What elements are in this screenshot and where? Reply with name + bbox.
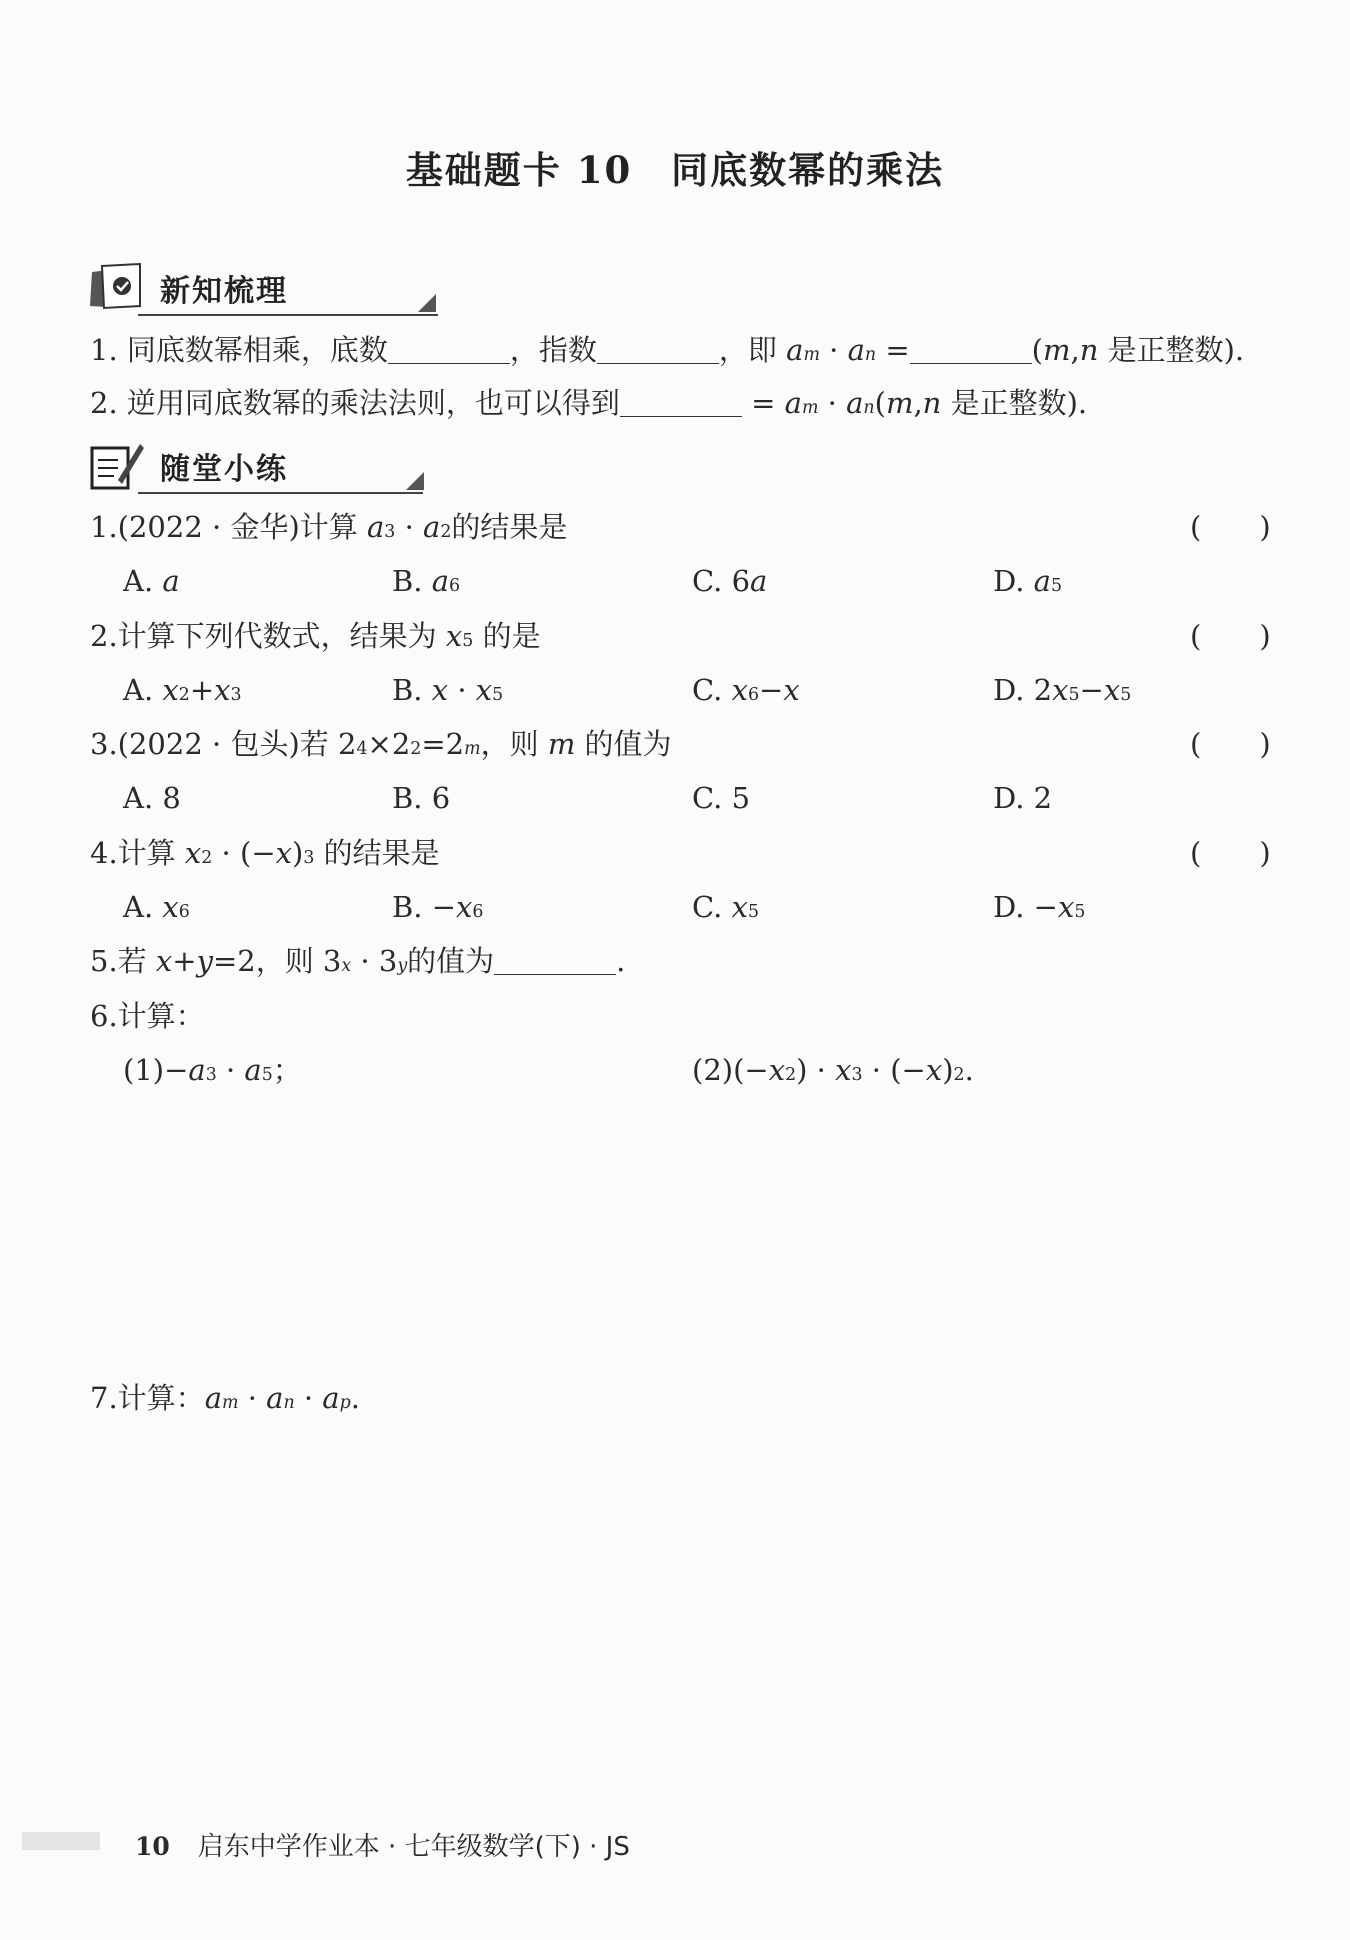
option-d[interactable]: D. $a^5$ — [993, 564, 1063, 598]
section-header-practice — [88, 440, 288, 492]
notebook-icon — [88, 262, 146, 314]
option-c[interactable]: C. $x^5$ — [692, 890, 760, 924]
question-7: 7.计算：$a^m \cdot a^n \cdot a^p$. — [90, 1381, 360, 1415]
answer-blank[interactable] — [910, 333, 1032, 364]
page-number: 10 — [135, 1832, 170, 1861]
option-d[interactable]: D. 2 — [993, 781, 1053, 815]
answer-bracket[interactable]: ( ) — [1190, 836, 1271, 870]
option-b[interactable]: B. $-x^6$ — [392, 890, 484, 924]
footer-bar — [22, 1832, 100, 1850]
page-footer — [135, 1826, 630, 1863]
answer-bracket[interactable]: ( ) — [1190, 727, 1271, 761]
section-underline — [138, 314, 438, 316]
knowledge-item-2: 2. 逆用同底数幂的乘法法则，也可以得到 = $a^m \cdot a^n(m,n$ 是正整数). — [90, 386, 1088, 420]
answer-blank[interactable] — [494, 944, 616, 975]
answer-bracket[interactable]: ( ) — [1190, 619, 1271, 653]
question-2: 2.计算下列代数式，结果为 $x^5$ 的是 — [90, 619, 541, 653]
answer-blank[interactable] — [620, 386, 742, 417]
corner-mark — [406, 472, 424, 490]
option-d[interactable]: D. $-x^5$ — [993, 890, 1086, 924]
sub-question-2: $(2)(-x^2) \cdot x^3 \cdot (-x)^2$. — [692, 1053, 974, 1087]
option-b[interactable]: B. 6 — [392, 781, 451, 815]
answer-blank[interactable] — [388, 333, 510, 364]
page-title: 基础题卡 10 同底数幂的乘法 — [405, 148, 945, 192]
option-a[interactable]: A. $x^6$ — [123, 890, 190, 924]
answer-bracket[interactable]: ( ) — [1190, 510, 1271, 544]
question-5: 5.若 x+y=2，则 $3^x \cdot 3^y$的值为 . — [90, 944, 626, 978]
question-4: 4.计算 $x^2 \cdot (-x)^3$ 的结果是 — [90, 836, 440, 870]
option-a[interactable]: A. a — [123, 564, 180, 598]
corner-mark — [418, 294, 436, 312]
knowledge-item-1: 1. 同底数幂相乘，底数 ，指数 ，即 $a^m \cdot a^n = (m,n$ 是正整数). — [90, 333, 1245, 367]
section-label: 新知梳理 — [160, 274, 288, 309]
option-a[interactable]: A. $x^2+x^3$ — [123, 673, 242, 707]
option-d[interactable]: D. $2x^5-x^5$ — [993, 673, 1132, 707]
option-c[interactable]: C. 5 — [692, 781, 751, 815]
question-6: 6.计算： — [90, 999, 205, 1033]
sub-question-1: $(1)-a^3 \cdot a^5$； — [123, 1053, 302, 1087]
section-label: 随堂小练 — [160, 452, 288, 487]
section-header-knowledge — [88, 262, 288, 314]
answer-blank[interactable] — [597, 333, 719, 364]
book-title: 启东中学作业本 · 七年级数学(下) · JS — [197, 1832, 630, 1862]
option-b[interactable]: B. $a^6$ — [392, 564, 461, 598]
question-1: 1.(2022 · 金华)计算 $a^3 \cdot a^2$的结果是 — [90, 510, 568, 544]
option-c[interactable]: C. 6a — [692, 564, 768, 598]
option-b[interactable]: B. $x \cdot x^5$ — [392, 673, 504, 707]
pencil-notepad-icon — [88, 440, 146, 492]
option-a[interactable]: A. 8 — [123, 781, 181, 815]
option-c[interactable]: C. $x^6-x$ — [692, 673, 800, 707]
question-3: 3.(2022 · 包头)若 $2^4\times 2^2=2^m$，则 m 的值为 — [90, 727, 672, 761]
section-underline — [138, 492, 423, 494]
